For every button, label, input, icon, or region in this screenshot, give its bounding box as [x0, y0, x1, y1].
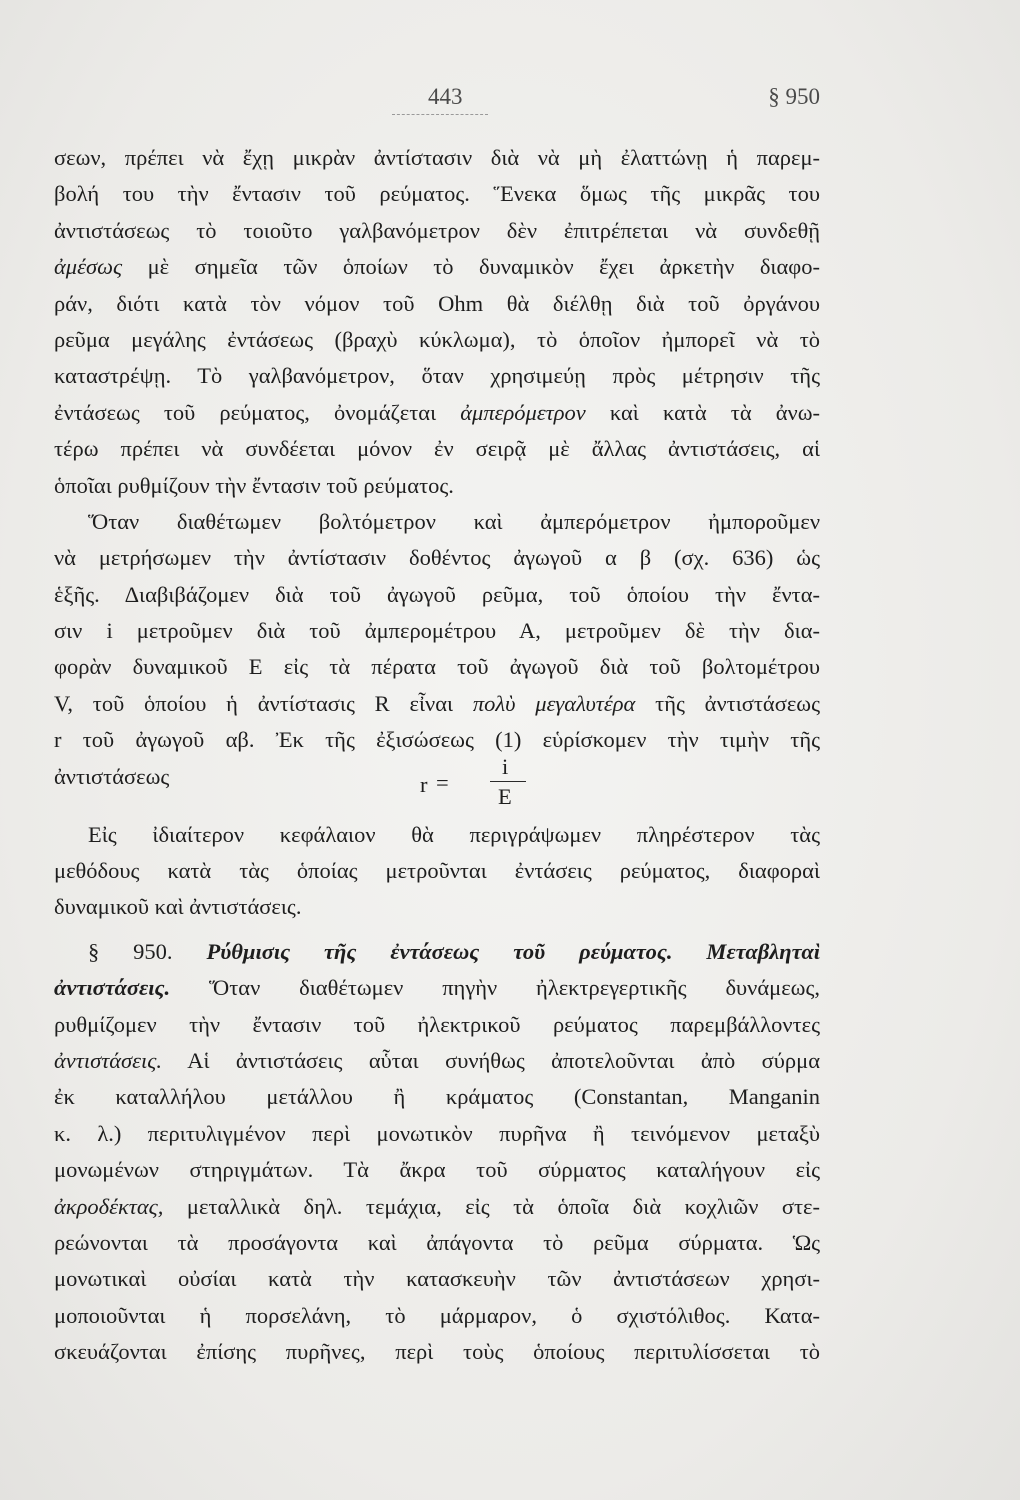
text-run: μεταλλικὰ δηλ. τεμάχια, εἰς τὰ ὁποῖα διὰ κοχλιῶν στε-	[163, 1193, 820, 1219]
text-line: σεων, πρέπει νὰ ἔχῃ μικρὰν ἀντίστασιν διὰ νὰ μὴ ἐλαττώνῃ ἡ παρεμ-	[54, 145, 820, 170]
text-line: ρεῦμα μεγάλης ἐντάσεως (βραχὺ κύκλωμα), τὸ ὁποῖον ἠμπορεῖ νὰ τὸ	[54, 326, 820, 352]
text-line: δυναμικοῦ καὶ ἀντιστάσεις.	[54, 894, 302, 920]
text-line: σκευάζονται ἐπίσης πυρῆνες, περὶ τοὺς ὁποίους περιτυλίσσεται τὸ	[54, 1339, 820, 1365]
text-line: ὁποῖαι ρυθμίζουν τὴν ἔντασιν τοῦ ρεύματος.	[54, 472, 454, 498]
text-line: μοποιοῦνται ἡ πορσελάνη, τὸ μάρμαρον, ὁ σχιστόλιθος. Κατα-	[54, 1302, 820, 1328]
text-line	[54, 249, 820, 285]
text-line: ρυθμίζομεν τὴν ἔντασιν τοῦ ἠλεκτρικοῦ ρεύματος παρεμβάλλοντες	[54, 1011, 820, 1037]
text-line	[54, 686, 820, 722]
page-number: 443	[428, 84, 463, 109]
section-heading-line	[54, 934, 820, 970]
text-line: μεθόδους κατὰ τὰς ὁποίας μετροῦνται ἐντάσεις ρεύματος, διαφοραὶ	[54, 858, 820, 884]
body-text	[54, 140, 820, 1371]
section-number: § 950.	[88, 938, 173, 964]
section-title: Ρύθμισις τῆς ἐντάσεως τοῦ ρεύματος. Μεταβληταὶ	[206, 938, 821, 964]
text-line: μονωτικαὶ οὐσίαι κατὰ τὴν κατασκευὴν τῶν ἀντιστάσεων χρησι-	[54, 1266, 820, 1292]
text-line: ἐκ καταλλήλου μετάλλου ἢ κράματος (Constantan, Manganin	[54, 1084, 820, 1110]
text-run: τῆς ἀντιστάσεως	[635, 690, 820, 716]
text-line	[54, 395, 820, 431]
text-line: καταστρέψῃ. Τὸ γαλβανόμετρον, ὅταν χρησιμεύῃ πρὸς μέτρησιν τῆς	[54, 363, 820, 389]
text-run: Ὅταν διαθέτωμεν πηγὴν ἠλεκτρεγερτικῆς δυνάμεως,	[170, 975, 820, 1001]
formula-line	[54, 753, 820, 817]
text-run: καὶ κατὰ τὰ ἀνω-	[585, 399, 820, 425]
emphasis: πολὺ μεγαλυτέρα	[472, 690, 636, 716]
text-line: r τοῦ ἀγωγοῦ αβ. Ἐκ τῆς ἐξισώσεως (1) εὑρίσκομεν τὴν τιμὴν τῆς	[54, 727, 820, 753]
text-line: βολή του τὴν ἔντασιν τοῦ ρεύματος. Ἕνεκα ὅμως τῆς μικρᾶς του	[54, 181, 820, 207]
text-run: Αἱ ἀντιστάσεις αὗται συνήθως ἀποτελοῦνται ἀπὸ σύρμα	[162, 1047, 820, 1073]
emphasis: ἀμέσως	[54, 254, 123, 280]
text-line	[54, 970, 820, 1006]
text-line	[54, 1043, 820, 1079]
text-line: φορὰν δυναμικοῦ Ε εἰς τὰ πέρατα τοῦ ἀγωγοῦ διὰ τοῦ βολτομέτρου	[54, 654, 820, 680]
formula-lhs: r	[420, 771, 428, 797]
text-run: ἐντάσεως τοῦ ρεύματος, ὀνομάζεται	[54, 399, 461, 425]
text-line	[54, 1189, 820, 1225]
text-line: Ὅταν διαθέτωμεν βολτόμετρον καὶ ἀμπερόμετρον ἠμποροῦμεν	[88, 508, 820, 534]
text-line: ἑξῆς. Διαβιβάζομεν διὰ τοῦ ἀγωγοῦ ρεῦμα, τοῦ ὁποίου τὴν ἔντα-	[54, 581, 820, 607]
text-line: Εἰς ἰδιαίτερον κεφάλαιον θὰ περιγράψωμεν πληρέστερον τὰς	[88, 821, 820, 847]
text-line: ἀντιστάσεως	[54, 763, 170, 789]
header-rule	[392, 114, 488, 115]
text-line: νὰ μετρήσωμεν τὴν ἀντίστασιν δοθέντος ἀγωγοῦ α β (σχ. 636) ὡς	[54, 545, 820, 571]
text-line: μονωμένων στηριγμάτων. Τὰ ἄκρα τοῦ σύρματος καταλήγουν εἰς	[54, 1157, 820, 1183]
text-line: ἀντιστάσεως τὸ τοιοῦτο γαλβανόμετρον δὲν ἐπιτρέπεται νὰ συνδεθῇ	[54, 217, 820, 243]
text-line: ρεώνονται τὰ προσάγοντα καὶ ἀπάγοντα τὸ ρεῦμα σύρματα. Ὡς	[54, 1229, 820, 1255]
text-run: μὲ σημεῖα τῶν ὁποίων τὸ δυναμικὸν ἔχει ἀρκετὴν διαφο-	[122, 254, 820, 280]
text-line: τέρω πρέπει νὰ συνδέεται μόνον ἐν σειρᾷ μὲ ἄλλας ἀντιστάσεις, αἱ	[54, 436, 820, 462]
section-reference: § 950	[768, 84, 820, 109]
formula-denominator: E	[498, 783, 512, 809]
text-line: κ. λ.) περιτυλιγμένον περὶ μονωτικὸν πυρῆνα ἢ τεινόμενον μεταξὺ	[54, 1120, 820, 1146]
formula-equals: =	[436, 769, 449, 795]
resistance-formula	[420, 749, 540, 813]
running-header	[54, 84, 820, 120]
section-title-end: ἀντιστάσεις.	[54, 975, 171, 1001]
emphasis: ἀντιστάσεις.	[54, 1047, 163, 1073]
emphasis: ἀμπερόμετρον	[460, 399, 586, 425]
text-run: V, τοῦ ὁποίου ἡ ἀντίστασις R εἶναι	[54, 690, 473, 716]
text-line: ράν, διότι κατὰ τὸν νόμον τοῦ Ohm θὰ διέλθῃ διὰ τοῦ ὀργάνου	[54, 290, 820, 316]
formula-numerator: i	[502, 753, 509, 779]
text-line: σιν i μετροῦμεν διὰ τοῦ ἀμπερομέτρου Α, μετροῦμεν δὲ τὴν δια-	[54, 618, 820, 644]
emphasis: ἀκροδέκτας,	[54, 1193, 164, 1219]
